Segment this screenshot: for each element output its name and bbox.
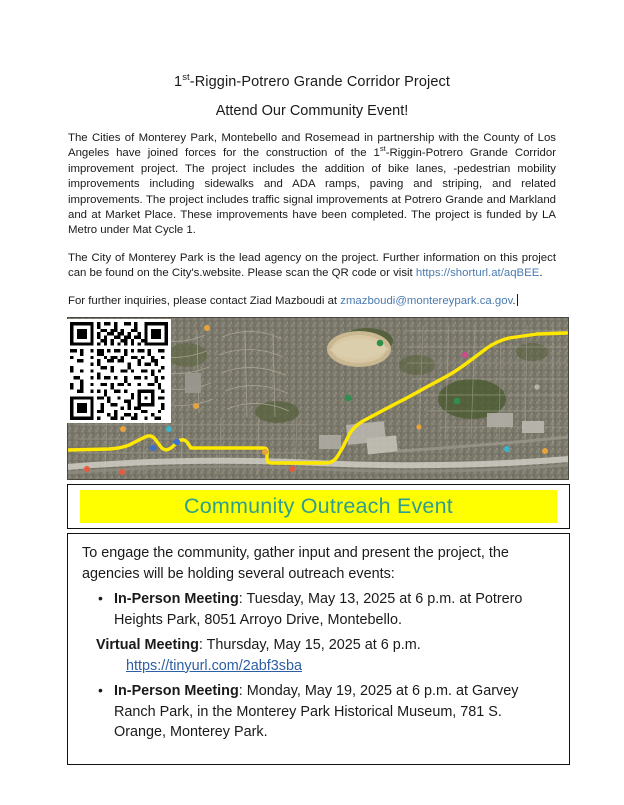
paragraph-1-part-a: The Cities of Monterey Park, Montebello and Rosemead in partnership with the County of Los Angeles have joined forces for the construction of the 1 [68,132,556,160]
event-label: In-Person Meeting [114,683,239,699]
event-details: : Monday, May 19, 2025 at 6 p.m. at Garvey Ranch Park, in the Monterey Park Historical Museum, 781 S. Orange, Monterey Park. [114,683,519,740]
banner-highlight-fill [80,490,557,523]
events-box [67,533,570,765]
event-label: Virtual Meeting [96,637,199,653]
title-block [0,72,624,121]
banner-title: Community Outreach Event [184,494,453,518]
events-list [82,589,555,743]
community-outreach-banner [67,484,570,529]
title-superscript: st [182,72,190,84]
paragraph-project-overview [68,131,556,239]
qr-code-graphic [70,322,168,420]
contact-email-link[interactable]: zmazboudi@montereypark.ca.gov [340,294,513,307]
page-subtitle: Attend Our Community Event! [215,103,409,119]
corridor-map-image [67,317,569,480]
paragraph-2-part-b: . [539,267,543,280]
list-item [82,589,555,630]
paragraph-1-superscript: st [379,144,386,154]
paragraph-contact [68,294,556,309]
body-text [68,131,556,321]
paragraph-lead-agency [68,251,556,282]
events-intro-text: To engage the community, gather input and present the project, the agencies will be holding several outreach events: [82,545,509,582]
paragraph-1-part-b: -Riggin-Potrero Grande Corridor improvement project. The project includes the addition of bike lanes, -pedestrian mobility improvements including sidewalks and ADA ramps, paving and striping, and related improvements. The project includes traffic signal improvements at Potrero Grande and Markland and at Market Place. These improvements have been completed. The project is funded by LA Metro under Mat Cycle 1. [68,147,556,237]
shorturl-link[interactable]: https://shorturl.at/aqBEE [415,267,540,280]
event-details: : Tuesday, May 13, 2025 at 6 p.m. at Potrero Heights Park, 8051 Arroyo Drive, Montebello. [114,591,523,628]
virtual-meeting-link[interactable]: https://tinyurl.com/2abf3sba [126,657,302,674]
title-prefix: 1 [174,74,183,90]
title-rest: -Riggin-Potrero Grande Corridor Project [189,74,450,90]
list-item [82,635,555,676]
paragraph-3-part-a: For further inquiries, please contact Ziad Mazboudi at [68,294,341,307]
qr-code[interactable] [67,319,171,423]
page-title [0,72,624,92]
paragraph-2-part-a: The City of Monterey Park is the lead agency on the project. Further information on this project can be found on the City's.website. Please scan the QR code or visit [68,251,556,280]
event-label: In-Person Meeting [114,591,239,607]
event-details: : Thursday, May 15, 2025 at 6 p.m. [198,637,421,653]
list-item [82,681,555,743]
text-cursor [517,294,518,306]
paragraph-3-part-b: . [512,294,516,307]
